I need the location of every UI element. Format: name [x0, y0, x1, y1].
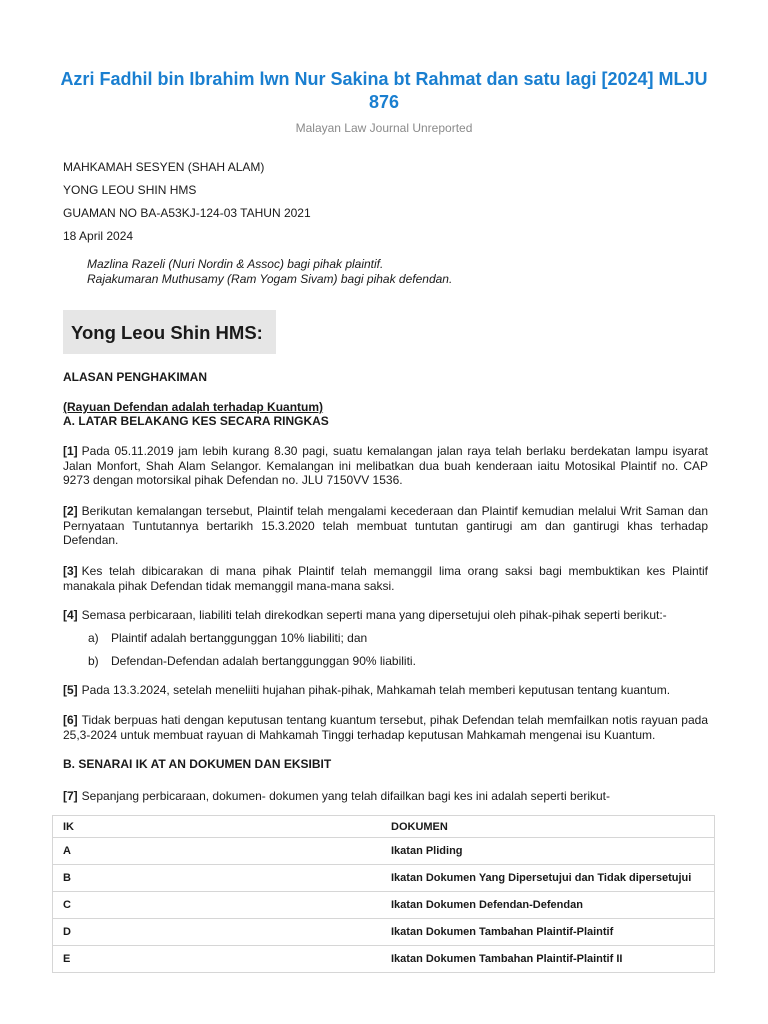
counsel-defendant: Rajakumaran Muthusamy (Ram Yogam Sivam) bagi pihak defendan.: [87, 272, 453, 286]
section-b-heading: B. SENARAI IK AT AN DOKUMEN DAN EKSIBIT: [63, 757, 332, 771]
paragraph: [63, 444, 708, 488]
paragraph: [63, 789, 708, 804]
paragraph: [63, 504, 708, 548]
section-a-heading: A. LATAR BELAKANG KES SECARA RINGKAS: [63, 414, 329, 428]
table-cell: Ikatan Dokumen Defendan-Defendan: [381, 892, 715, 919]
table-cell: D: [53, 919, 382, 946]
exhibit-table: [52, 815, 715, 973]
table-cell: B: [53, 865, 382, 892]
paragraph-number: [3]: [63, 564, 78, 578]
table-row: [53, 946, 715, 973]
paragraph-number: [5]: [63, 683, 78, 697]
judgment-date: 18 April 2024: [63, 229, 134, 243]
table-row: [53, 838, 715, 865]
paragraph-text: Pada 13.3.2024, setelah meneliiti hujahan pihak-pihak, Mahkamah telah memberi keputusan tentang kuantum.: [81, 683, 671, 697]
paragraph-text: Sepanjang perbicaraan, dokumen- dokumen yang telah difailkan bagi kes ini adalah seperti berikut-: [81, 789, 611, 803]
paragraph-number: [2]: [63, 504, 78, 518]
list-text: Defendan-Defendan adalah bertanggunggan 90% liabiliti.: [111, 654, 416, 668]
table-header-cell: DOKUMEN: [381, 816, 715, 838]
table-row: [53, 919, 715, 946]
paragraph-text: Tidak berpuas hati dengan keputusan tentang kuantum tersebut, pihak Defendan telah memfailkan notis rayuan pada 25,3-2024 untuk membuat rayuan di Mahkamah Tinggi terhadap keputusan Mahkamah mengenai isu Kuantum.: [63, 713, 708, 742]
paragraph-number: [7]: [63, 789, 78, 803]
paragraph-text: Kes telah dibicarakan di mana pihak Plaintif telah memanggil lima orang saksi bagi membuktikan kes Plaintif manakala pihak Defendan tidak memanggil mana-mana saksi.: [63, 564, 708, 593]
counsel-plaintiff: Mazlina Razeli (Nuri Nordin & Assoc) bagi pihak plaintif.: [87, 257, 384, 271]
table-cell: E: [53, 946, 382, 973]
paragraph: [63, 683, 708, 698]
table-cell: Ikatan Pliding: [381, 838, 715, 865]
table-header-row: [53, 816, 715, 838]
list-text: Plaintif adalah bertanggunggan 10% liabiliti; dan: [111, 631, 368, 645]
list-item: [88, 654, 416, 668]
table-cell: Ikatan Dokumen Yang Dipersetujui dan Tidak dipersetujui: [381, 865, 715, 892]
paragraph-text: Berikutan kemalangan tersebut, Plaintif telah mengalami kecederaan dan Plaintif kemudian melalui Writ Saman dan Pernyataan Tuntutannya bertarikh 15.3.2020 telah membuat tuntutan gantirugi am dan gantirugi khas terhadap Defendan.: [63, 504, 708, 547]
court-name: MAHKAMAH SESYEN (SHAH ALAM): [63, 160, 265, 174]
judge-heading: Yong Leou Shin HMS:: [63, 310, 276, 354]
table-cell: Ikatan Dokumen Tambahan Plaintif-Plaintif: [381, 919, 715, 946]
paragraph-number: [1]: [63, 444, 78, 458]
paragraph: [63, 608, 708, 623]
paragraph-number: [4]: [63, 608, 78, 622]
table-cell: Ikatan Dokumen Tambahan Plaintif-Plaintif II: [381, 946, 715, 973]
counsel-block: [87, 257, 452, 287]
paragraph-number: [6]: [63, 713, 78, 727]
list-label: b): [88, 654, 99, 668]
paragraph-text: Pada 05.11.2019 jam lebih kurang 8.30 pagi, suatu kemalangan jalan raya telah berlaku berdekatan lampu isyarat Jalan Monfort, Shah Alam Selangor. Kemalangan ini melibatkan dua buah kenderaan iaitu Motosikal Plaintif no. CAP 9273 dengan motorsikal pihak Defendan no. JLU 7150VV 1536.: [63, 444, 708, 487]
table-row: [53, 892, 715, 919]
source-label: Malayan Law Journal Unreported: [295, 121, 473, 135]
table-row: [53, 865, 715, 892]
list-label: a): [88, 631, 99, 645]
table-cell: A: [53, 838, 382, 865]
case-title[interactable]: Azri Fadhil bin Ibrahim lwn Nur Sakina bt Rahmat dan satu lagi [2024] MLJU 876: [60, 69, 708, 112]
judge-name: YONG LEOU SHIN HMS: [63, 183, 197, 197]
appeal-note: (Rayuan Defendan adalah terhadap Kuantum): [63, 400, 324, 414]
table-cell: C: [53, 892, 382, 919]
grounds-heading: ALASAN PENGHAKIMAN: [63, 370, 207, 384]
paragraph: [63, 713, 708, 742]
suit-number: GUAMAN NO BA-A53KJ-124-03 TAHUN 2021: [63, 206, 311, 220]
table-header-cell: IK: [53, 816, 382, 838]
list-item: [88, 631, 367, 645]
paragraph-text: Semasa perbicaraan, liabiliti telah direkodkan seperti mana yang dipersetujui oleh pihak-pihak seperti berikut:-: [81, 608, 667, 622]
paragraph: [63, 564, 708, 593]
